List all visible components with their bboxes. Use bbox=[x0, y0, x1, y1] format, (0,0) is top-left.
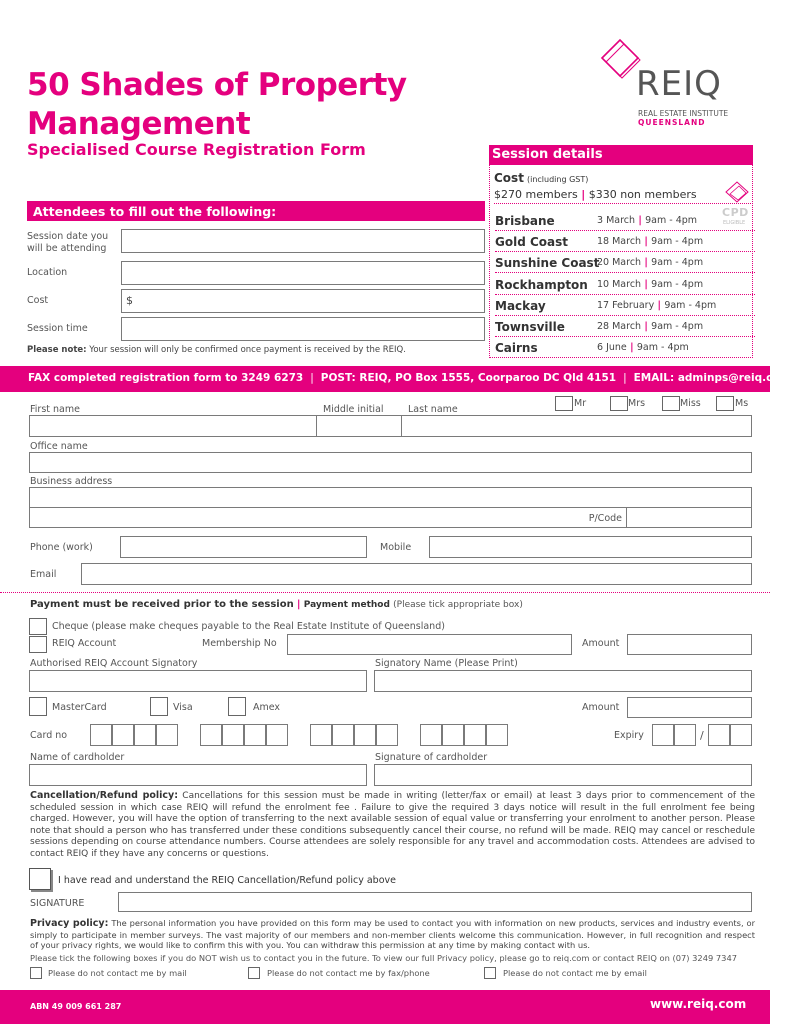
no-mail-checkbox[interactable] bbox=[30, 967, 42, 979]
membership-no-input[interactable] bbox=[287, 634, 572, 655]
amount-2-input[interactable] bbox=[627, 697, 752, 718]
card-number-digit[interactable] bbox=[442, 724, 464, 746]
privacy-text: The personal information you have provided on this form may be used to contact you with information on new products, services and industry events, or simply to participate in member surveys. The vast majority of our members and non-member clients welcome this communication. However, in full recognition and respect of your privacy rights, we would like to confirm this with you. You can withdraw this permission at any time by making contact with us. bbox=[30, 918, 755, 950]
title-mrs-label: Mrs bbox=[628, 398, 646, 409]
session-datetime: 10 March | 9am - 4pm bbox=[597, 278, 704, 290]
session-time: 9am - 4pm bbox=[651, 278, 704, 290]
session-cost-line bbox=[494, 171, 588, 185]
session-time: 9am - 4pm bbox=[664, 299, 717, 311]
email-address: EMAIL: adminps@reiq.com.au bbox=[633, 372, 809, 384]
session-time: 9am - 4pm bbox=[651, 257, 704, 269]
cardholder-name-input[interactable] bbox=[29, 764, 367, 786]
session-date: 17 February bbox=[597, 299, 655, 311]
session-datetime: 18 March | 9am - 4pm bbox=[597, 236, 704, 248]
price-non-members: $330 non members bbox=[588, 188, 697, 201]
footer-abn: ABN 49 009 661 287 bbox=[30, 1002, 122, 1011]
title-ms-checkbox[interactable] bbox=[716, 396, 734, 411]
mastercard-label: MasterCard bbox=[52, 702, 107, 713]
card-number-digit[interactable] bbox=[244, 724, 266, 746]
session-city: Townsville bbox=[495, 320, 565, 334]
first-name-input[interactable] bbox=[29, 415, 317, 437]
membership-no-label: Membership No bbox=[202, 638, 277, 649]
card-number-digit[interactable] bbox=[486, 724, 508, 746]
policy-agree-checkbox[interactable] bbox=[29, 868, 51, 890]
title-miss-label: Miss bbox=[680, 398, 701, 409]
signature-input[interactable] bbox=[118, 892, 752, 912]
amex-label: Amex bbox=[253, 702, 281, 713]
fax-bar: FAX completed registration form to 3249 6273 | POST: REIQ, PO Box 1555, Coorparoo DC Qld 4151 | EMAIL: adminps@reiq.com.au bbox=[0, 366, 770, 392]
signature-label: SIGNATURE bbox=[30, 898, 85, 909]
logo-line-2: QUEENSLAND bbox=[638, 118, 706, 127]
session-row bbox=[495, 275, 755, 295]
signatory-name-label: Signatory Name (Please Print) bbox=[375, 658, 518, 669]
post-address: POST: REIQ, PO Box 1555, Coorparoo DC Qld 4151 bbox=[320, 372, 617, 384]
payment-heading: Payment must be received prior to the session | Payment method (Please tick appropriate box) bbox=[30, 599, 523, 610]
session-date-label: Session date you will be attending bbox=[27, 231, 109, 254]
footer-website-link[interactable]: www.reiq.com bbox=[650, 997, 747, 1011]
office-name-input[interactable] bbox=[29, 452, 752, 473]
session-time-label: Session time bbox=[27, 323, 88, 334]
signatory-label: Authorised REIQ Account Signatory bbox=[30, 658, 198, 669]
session-row bbox=[495, 253, 755, 273]
expiry-slash: / bbox=[700, 729, 704, 742]
session-date: 6 June bbox=[597, 342, 627, 354]
expiry-year-1[interactable] bbox=[708, 724, 730, 746]
cost-dollar-sign: $ bbox=[126, 294, 133, 307]
card-number-digit[interactable] bbox=[420, 724, 442, 746]
session-cost-label: Cost bbox=[494, 171, 524, 185]
title-mrs-checkbox[interactable] bbox=[610, 396, 628, 411]
cpd-diamond-icon bbox=[724, 180, 750, 204]
cpd-eligible: ELIGIBLE bbox=[723, 220, 746, 226]
cpd-badge: CPD bbox=[722, 206, 749, 219]
note-bold: Please note: bbox=[27, 345, 87, 355]
attendees-heading: Attendees to fill out the following: bbox=[27, 201, 485, 221]
session-time: 9am - 4pm bbox=[651, 321, 704, 332]
session-date: 10 March bbox=[597, 278, 642, 290]
no-fax-label: Please do not contact me by fax/phone bbox=[267, 968, 430, 978]
middle-initial-label: Middle initial bbox=[323, 404, 384, 415]
title-miss-checkbox[interactable] bbox=[662, 396, 680, 411]
card-number-digit[interactable] bbox=[200, 724, 222, 746]
session-city: Mackay bbox=[495, 298, 546, 313]
cancellation-text: Cancellations for this session must be made in writing (letter/fax or email) at least 3 days prior to commencement of the scheduled session in which case REIQ will refund the enrolment fee . Failure to give the required 3 days notice will result in the full enrolment fee being charged. However, you will have the option of transferring to the next available session of equal value or transferring your enrolment to another person. Please note that should a person who has transferred under these conditions subsequently cancel their course, no refund will be made. REIQ may cancel or reschedule sessions depending on course attendance numbers. Course attendees are solely responsible for any travel and accommodation costs. Attendees are advised to contact REIQ if they have any concerns or questions. bbox=[30, 791, 755, 859]
session-divider bbox=[494, 203, 753, 204]
no-mail-label: Please do not contact me by mail bbox=[48, 968, 187, 978]
expiry-year-2[interactable] bbox=[730, 724, 752, 746]
visa-checkbox[interactable] bbox=[150, 697, 168, 716]
cost-input[interactable] bbox=[121, 289, 485, 313]
page-subtitle: Specialised Course Registration Form bbox=[27, 140, 366, 159]
card-number-digit[interactable] bbox=[112, 724, 134, 746]
session-date: 20 March bbox=[597, 257, 642, 269]
cancellation-heading: Cancellation/Refund policy: bbox=[30, 790, 179, 801]
business-address-line-2[interactable] bbox=[29, 507, 627, 528]
card-number-digit[interactable] bbox=[90, 724, 112, 746]
cardholder-signature-input[interactable] bbox=[374, 764, 752, 786]
postcode-input[interactable] bbox=[626, 507, 752, 528]
title-line-2: Management bbox=[27, 106, 251, 142]
middle-initial-input[interactable] bbox=[316, 415, 402, 437]
card-number-digit[interactable] bbox=[266, 724, 288, 746]
business-address-line-1[interactable] bbox=[29, 487, 752, 508]
session-datetime: 3 March | 9am - 4pm bbox=[597, 215, 698, 226]
cheque-label: Cheque (please make cheques payable to the Real Estate Institute of Queensland) bbox=[52, 621, 445, 632]
card-no-label: Card no bbox=[30, 730, 68, 741]
email-label: Email bbox=[30, 569, 57, 580]
payment-method-note: (Please tick appropriate box) bbox=[393, 600, 523, 610]
expiry-label: Expiry bbox=[614, 730, 644, 741]
expiry-month-1[interactable] bbox=[652, 724, 674, 746]
reiq-account-label: REIQ Account bbox=[52, 638, 117, 649]
privacy-heading: Privacy policy: bbox=[30, 918, 109, 929]
amount-label: Amount bbox=[582, 638, 620, 649]
fax-instruction: FAX completed registration form to 3249 6273 bbox=[28, 372, 304, 384]
session-date-input[interactable] bbox=[121, 229, 485, 253]
session-prices: $270 members | $330 non members bbox=[494, 188, 697, 201]
expiry-month-2[interactable] bbox=[674, 724, 696, 746]
session-row bbox=[495, 296, 755, 316]
session-time-input[interactable] bbox=[121, 317, 485, 341]
card-number-digit[interactable] bbox=[464, 724, 486, 746]
logo-line-1: REAL ESTATE INSTITUTE bbox=[638, 109, 729, 118]
amex-checkbox[interactable] bbox=[228, 697, 246, 716]
amount-2-label: Amount bbox=[582, 702, 620, 713]
office-name-label: Office name bbox=[30, 441, 88, 452]
payment-heading-text: Payment must be received prior to the session bbox=[30, 599, 294, 610]
session-cost-note: (including GST) bbox=[526, 175, 589, 184]
session-datetime: 28 March | 9am - 4pm bbox=[597, 321, 704, 332]
cheque-checkbox[interactable] bbox=[29, 618, 47, 635]
note-text: Your session will only be confirmed once payment is received by the REIQ. bbox=[89, 345, 406, 355]
session-row bbox=[495, 211, 755, 231]
signatory-input[interactable] bbox=[29, 670, 367, 692]
cancellation-policy bbox=[30, 790, 755, 860]
location-label: Location bbox=[27, 267, 68, 278]
page-title bbox=[27, 66, 407, 144]
session-row bbox=[495, 317, 755, 337]
business-address-label: Business address bbox=[30, 476, 113, 487]
session-city: Gold Coast bbox=[495, 235, 569, 250]
no-email-label: Please do not contact me by email bbox=[503, 968, 647, 978]
card-number-digit[interactable] bbox=[222, 724, 244, 746]
last-name-input[interactable] bbox=[401, 415, 752, 437]
no-fax-checkbox[interactable] bbox=[248, 967, 260, 979]
mobile-label: Mobile bbox=[380, 542, 412, 553]
session-date: 18 March bbox=[597, 236, 642, 248]
logo-wordmark: REIQ bbox=[636, 64, 722, 104]
title-line-1: 50 Shades of Property bbox=[27, 67, 407, 103]
amount-input[interactable] bbox=[627, 634, 752, 655]
title-mr-checkbox[interactable] bbox=[555, 396, 573, 411]
session-row bbox=[495, 232, 755, 252]
email-input[interactable] bbox=[81, 563, 752, 585]
session-city: Brisbane bbox=[495, 214, 555, 228]
reiq-logo bbox=[596, 36, 746, 146]
privacy-tick-text: Please tick the following boxes if you do NOT wish us to contact you in the future. To view our full Privacy policy, please go to reiq.com or contact REIQ on (07) 3249 7347 bbox=[30, 953, 738, 963]
card-number-digit[interactable] bbox=[310, 724, 332, 746]
session-city: Cairns bbox=[495, 341, 538, 356]
session-datetime: 20 March | 9am - 4pm bbox=[597, 257, 704, 269]
cost-label: Cost bbox=[27, 295, 49, 306]
session-date: 28 March bbox=[597, 321, 642, 332]
payment-method-label: Payment method bbox=[303, 600, 390, 610]
confirmation-note bbox=[27, 345, 406, 355]
card-number-digit[interactable] bbox=[332, 724, 354, 746]
cardholder-signature-label: Signature of cardholder bbox=[375, 752, 488, 763]
first-name-label: First name bbox=[30, 404, 80, 415]
session-city: Sunshine Coast bbox=[495, 256, 600, 271]
visa-label: Visa bbox=[173, 702, 193, 713]
session-datetime: 6 June | 9am - 4pm bbox=[597, 342, 689, 354]
title-ms-label: Ms bbox=[735, 398, 749, 409]
mobile-input[interactable] bbox=[429, 536, 752, 558]
postcode-label: P/Code bbox=[588, 513, 622, 524]
session-datetime: 17 February | 9am - 4pm bbox=[597, 299, 717, 311]
session-row bbox=[495, 338, 755, 358]
card-number-digit[interactable] bbox=[156, 724, 178, 746]
location-input[interactable] bbox=[121, 261, 485, 285]
session-date: 3 March bbox=[597, 215, 636, 226]
session-city: Rockhampton bbox=[495, 277, 588, 292]
title-mr-label: Mr bbox=[574, 398, 587, 409]
session-time: 9am - 4pm bbox=[636, 342, 689, 354]
no-email-checkbox[interactable] bbox=[484, 967, 496, 979]
signatory-name-input[interactable] bbox=[374, 670, 752, 692]
footer-bar bbox=[0, 990, 770, 1024]
mastercard-checkbox[interactable] bbox=[29, 697, 47, 716]
payment-divider bbox=[0, 592, 770, 593]
privacy-policy bbox=[30, 918, 755, 951]
reiq-account-checkbox[interactable] bbox=[29, 636, 47, 653]
card-number-digit[interactable] bbox=[134, 724, 156, 746]
phone-input[interactable] bbox=[120, 536, 367, 558]
card-number-digit[interactable] bbox=[376, 724, 398, 746]
session-time: 9am - 4pm bbox=[645, 215, 698, 226]
policy-agree-label: I have read and understand the REIQ Cancellation/Refund policy above bbox=[58, 875, 396, 886]
last-name-label: Last name bbox=[408, 404, 458, 415]
session-details-heading: Session details bbox=[489, 145, 753, 165]
cardholder-name-label: Name of cardholder bbox=[30, 752, 125, 763]
phone-label: Phone (work) bbox=[30, 542, 93, 553]
card-number-digit[interactable] bbox=[354, 724, 376, 746]
session-time: 9am - 4pm bbox=[651, 236, 704, 248]
price-members: $270 members bbox=[494, 188, 578, 201]
